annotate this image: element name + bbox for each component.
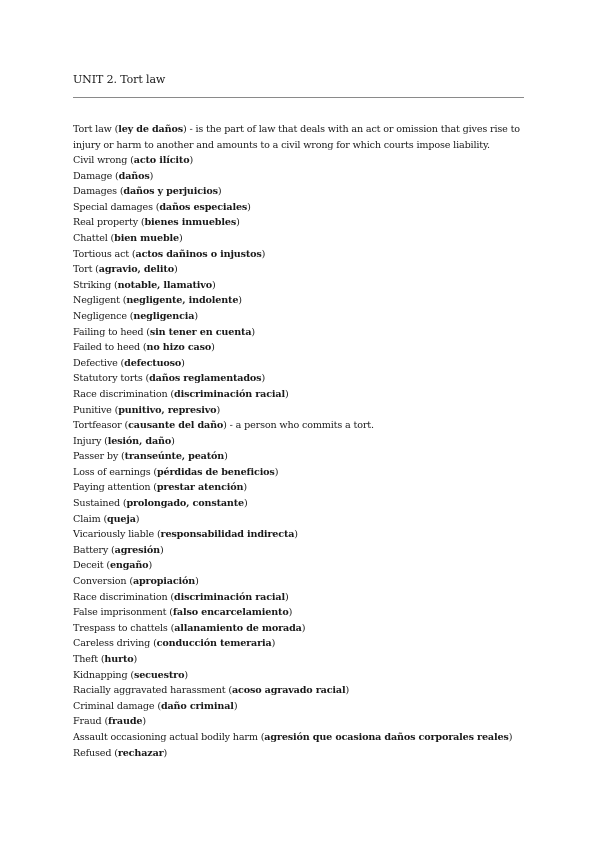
- entry-translation: daños: [118, 170, 150, 182]
- entry-term: Tort: [73, 264, 93, 276]
- entry-term: Striking: [73, 279, 112, 291]
- entry-translation: agravio, delito: [98, 264, 174, 276]
- entry-translation: transeúnte, peatón: [124, 451, 225, 463]
- glossary-entry: Kidnapping (secuestro): [73, 669, 188, 681]
- entry-term: Defective: [73, 357, 118, 369]
- glossary-entry: Fraud (fraude): [73, 716, 146, 728]
- glossary-entry: Punitive (punitivo, represivo): [73, 404, 221, 416]
- entry-translation: sin tener en cuenta: [149, 326, 252, 338]
- entry-term: Tortfeasor: [73, 420, 122, 432]
- entry-translation: allanamiento de morada: [174, 622, 302, 634]
- glossary-entry: Tort (agravio, delito): [73, 264, 178, 276]
- entry-translation: negligente, indolente: [126, 295, 239, 307]
- entry-translation: agresión que ocasiona daños corporales reales: [264, 731, 509, 743]
- entry-term: Deceit: [73, 560, 104, 572]
- page-title: UNIT 2. Tort law: [73, 73, 166, 86]
- glossary-entry: Careless driving (conducción temeraria): [73, 638, 276, 650]
- glossary-entry: Civil wrong (acto ilícito): [73, 155, 194, 166]
- entry-term: Race discrimination: [73, 388, 168, 400]
- entry-term: Sustained: [73, 498, 120, 510]
- entry-term: Refused: [73, 747, 112, 759]
- entry-translation: prestar atención: [156, 482, 244, 494]
- glossary-entry: False imprisonment (falso encarcelamiento): [73, 607, 293, 619]
- entry-term: Paying attention: [73, 482, 151, 494]
- glossary-entry: Deceit (engaño): [73, 560, 153, 572]
- entry-translation: negligencia: [133, 310, 195, 322]
- entry-translation: no hizo caso: [146, 342, 212, 354]
- entry-term: Failing to heed: [73, 326, 144, 338]
- entry-translation: discriminación racial: [174, 591, 285, 603]
- glossary-list: [73, 153, 543, 761]
- glossary-entry: Tortious act (actos dañinos o injustos): [73, 248, 266, 260]
- entry-term: Fraud: [73, 716, 102, 728]
- glossary-entry: Defective (defectuoso): [73, 357, 185, 369]
- glossary-entry: Vicariously liable (responsabilidad indirecta): [73, 529, 298, 541]
- entry-translation: bienes inmuebles: [144, 217, 237, 229]
- entry-translation: conducción temeraria: [156, 638, 272, 650]
- glossary-entry: Theft (hurto): [73, 654, 138, 665]
- intro-translation: ley de daños: [118, 124, 183, 135]
- entry-translation: hurto: [104, 654, 134, 665]
- entry-term: Theft: [73, 654, 98, 665]
- glossary-entry: Passer by (transeúnte, peatón): [73, 451, 228, 463]
- entry-translation: causante del daño: [128, 420, 224, 432]
- glossary-entry: Conversion (apropiación): [73, 576, 199, 588]
- entry-term: Failed to heed: [73, 342, 140, 354]
- entry-translation: acoso agravado racial: [231, 685, 346, 697]
- entry-term: Special damages: [73, 201, 153, 213]
- entry-term: Careless driving: [73, 638, 151, 650]
- entry-term: Vicariously liable: [73, 529, 155, 541]
- entry-translation: punitivo, represivo: [118, 404, 217, 416]
- entry-term: Loss of earnings: [73, 466, 151, 478]
- entry-translation: falso encarcelamiento: [172, 607, 289, 619]
- glossary-entry: Special damages (daños especiales): [73, 201, 251, 213]
- intro-paragraph: Tort law (ley de daños) - is the part of law that deals with an act or omission that gives rise to injury or harm to another and amounts to a civil wrong for which courts impose liability.: [73, 124, 520, 151]
- entry-translation: apropiación: [132, 576, 196, 588]
- entry-term: Criminal damage: [73, 700, 155, 712]
- entry-term: Conversion: [73, 576, 127, 588]
- glossary-entry: Failed to heed (no hizo caso): [73, 342, 215, 354]
- glossary-entry: Assault occasioning actual bodily harm (agresión que ocasiona daños corporales reales): [73, 731, 513, 743]
- entry-term: False imprisonment: [73, 607, 167, 619]
- glossary-entry: Damage (daños): [73, 170, 154, 182]
- entry-term: Battery: [73, 544, 109, 556]
- entry-translation: notable, llamativo: [117, 279, 212, 291]
- glossary-entry: Sustained (prolongado, constante): [73, 498, 248, 510]
- entry-translation: pérdidas de beneficios: [157, 466, 275, 478]
- entry-term: Tortious act: [73, 248, 130, 260]
- title-divider: [73, 97, 524, 98]
- entry-translation: prolongado, constante: [126, 498, 244, 510]
- intro-term: Tort law: [73, 124, 112, 135]
- entry-term: Negligence: [73, 310, 127, 322]
- glossary-entry: Real property (bienes inmuebles): [73, 217, 240, 229]
- entry-term: Civil wrong: [73, 155, 128, 166]
- entry-term: Passer by: [73, 451, 119, 463]
- glossary-entry: Negligent (negligente, indolente): [73, 295, 242, 307]
- glossary-entry: Paying attention (prestar atención): [73, 482, 247, 494]
- entry-note: - a person who commits a tort.: [226, 420, 374, 432]
- entry-translation: fraude: [108, 716, 143, 728]
- entry-term: Negligent: [73, 295, 120, 307]
- entry-term: Race discrimination: [73, 591, 168, 603]
- glossary-entry: Damages (daños y perjuicios): [73, 186, 222, 198]
- glossary-entry: Trespass to chattels (allanamiento de morada): [73, 622, 306, 634]
- entry-term: Chattel: [73, 232, 108, 244]
- entry-translation: lesión, daño: [107, 435, 172, 447]
- entry-translation: daños y perjuicios: [123, 186, 218, 198]
- entry-term: Damages: [73, 186, 117, 198]
- glossary-entry: Failing to heed (sin tener en cuenta): [73, 326, 255, 338]
- entry-term: Claim: [73, 513, 101, 525]
- entry-translation: bien mueble: [114, 232, 179, 244]
- glossary-entry: Race discrimination (discriminación racial): [73, 591, 289, 603]
- glossary-entry: Criminal damage (daño criminal): [73, 700, 238, 712]
- glossary-entry: Tortfeasor (causante del daño) - a person who commits a tort.: [73, 420, 374, 432]
- entry-term: Trespass to chattels: [73, 622, 168, 634]
- entry-translation: queja: [107, 513, 136, 525]
- entry-translation: agresión: [114, 544, 160, 556]
- intro-definition: - is the part of law that deals with an act or omission that gives rise to injury or harm to another and amounts to a civil wrong for which courts impose liability.: [73, 124, 520, 151]
- glossary-entry: Battery (agresión): [73, 544, 164, 556]
- glossary-entry: Racially aggravated harassment (acoso agravado racial): [73, 685, 350, 697]
- entry-term: Kidnapping: [73, 669, 128, 681]
- entry-translation: daño criminal: [160, 700, 234, 712]
- entry-translation: defectuoso: [124, 357, 182, 369]
- entry-translation: daños especiales: [159, 201, 248, 213]
- entry-term: Injury: [73, 435, 102, 447]
- glossary-entry: Negligence (negligencia): [73, 310, 198, 322]
- entry-term: Punitive: [73, 404, 112, 416]
- entry-translation: rechazar: [117, 747, 164, 759]
- glossary-entry: Chattel (bien mueble): [73, 232, 183, 244]
- glossary-entry: Loss of earnings (pérdidas de beneficios): [73, 466, 279, 478]
- glossary-entry: Injury (lesión, daño): [73, 435, 175, 447]
- glossary-entry: Refused (rechazar): [73, 747, 168, 759]
- entry-translation: discriminación racial: [174, 388, 285, 400]
- glossary-entry: Statutory torts (daños reglamentados): [73, 373, 266, 385]
- entry-term: Real property: [73, 217, 138, 229]
- entry-translation: daños reglamentados: [149, 373, 262, 385]
- entry-translation: acto ilícito: [133, 155, 190, 166]
- entry-term: Assault occasioning actual bodily harm: [73, 731, 258, 743]
- entry-term: Statutory torts: [73, 373, 143, 385]
- glossary-entry: Race discrimination (discriminación racial): [73, 388, 289, 400]
- entry-translation: engaño: [109, 560, 149, 572]
- entry-translation: actos dañinos o injustos: [135, 248, 262, 260]
- glossary-entry: Striking (notable, llamativo): [73, 279, 216, 291]
- glossary-entry: Claim (queja): [73, 513, 140, 525]
- entry-translation: secuestro: [133, 669, 185, 681]
- entry-translation: responsabilidad indirecta: [160, 529, 295, 541]
- entry-term: Racially aggravated harassment: [73, 685, 226, 697]
- entry-term: Damage: [73, 170, 113, 182]
